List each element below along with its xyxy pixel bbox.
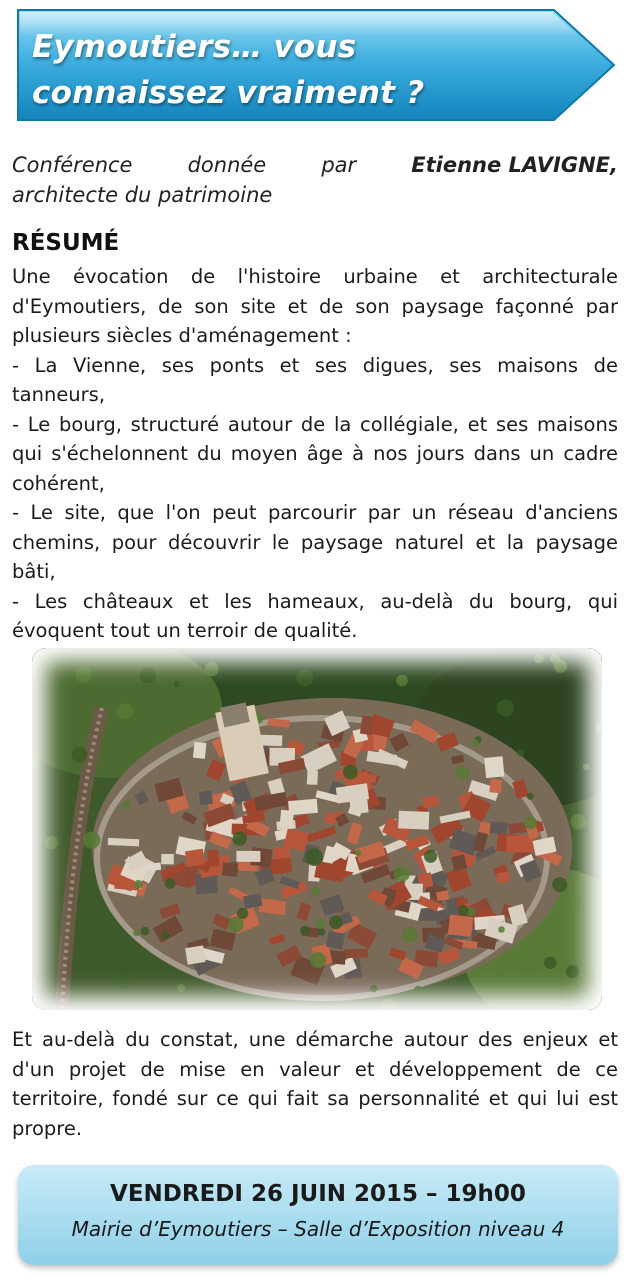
speaker-info [12, 150, 618, 210]
speaker-role: architecte du patrimoine [12, 183, 273, 207]
resume-paragraph: Une évocation de l'histoire urbaine et architecturale d'Eymoutiers, de son site et de son paysage façonné par plusieurs siècles d'aménagement : [12, 265, 618, 347]
aerial-town-photo [32, 648, 602, 1010]
closing-paragraph: Et au-delà du constat, une démarche autour des enjeux et d'un projet de mise en valeur et développement de ce territoire, fondé sur ce qui fait sa personnalité et qui lui est propre. [12, 1028, 618, 1140]
resume-heading: RÉSUMÉ [12, 230, 120, 256]
speaker-prefix-word: Conférence [12, 153, 133, 177]
event-date-box [18, 1165, 618, 1265]
event-date: VENDREDI 26 JUIN 2015 – 19h00 [110, 1181, 526, 1207]
title-banner [14, 6, 618, 124]
event-location: Mairie d’Eymoutiers – Salle d’Exposition niveau 4 [71, 1217, 565, 1241]
speaker-prefix-word: par [321, 153, 357, 177]
resume-bullet: - Le site, que l'on peut parcourir par un réseau d'anciens chemins, pour découvrir le paysage naturel et la paysage bâti, [12, 501, 618, 583]
resume-bullet: - Les châteaux et les hameaux, au-delà du bourg, qui évoquent tout un terroir de qualité. [12, 589, 618, 642]
speaker-name: Etienne LAVIGNE, [411, 153, 618, 177]
resume-body [12, 262, 618, 646]
resume-bullet: - La Vienne, ses ponts et ses digues, ses maisons de tanneurs, [12, 353, 618, 406]
resume-bullet: - Le bourg, structuré autour de la collégiale, et ses maisons qui s'échelonnent du moyen âge à nos jours dans un cadre cohérent, [12, 412, 618, 495]
page-title: Eymoutiers… vous connaissez vraiment ? [32, 29, 425, 111]
speaker-prefix-word: donnée [187, 153, 267, 177]
